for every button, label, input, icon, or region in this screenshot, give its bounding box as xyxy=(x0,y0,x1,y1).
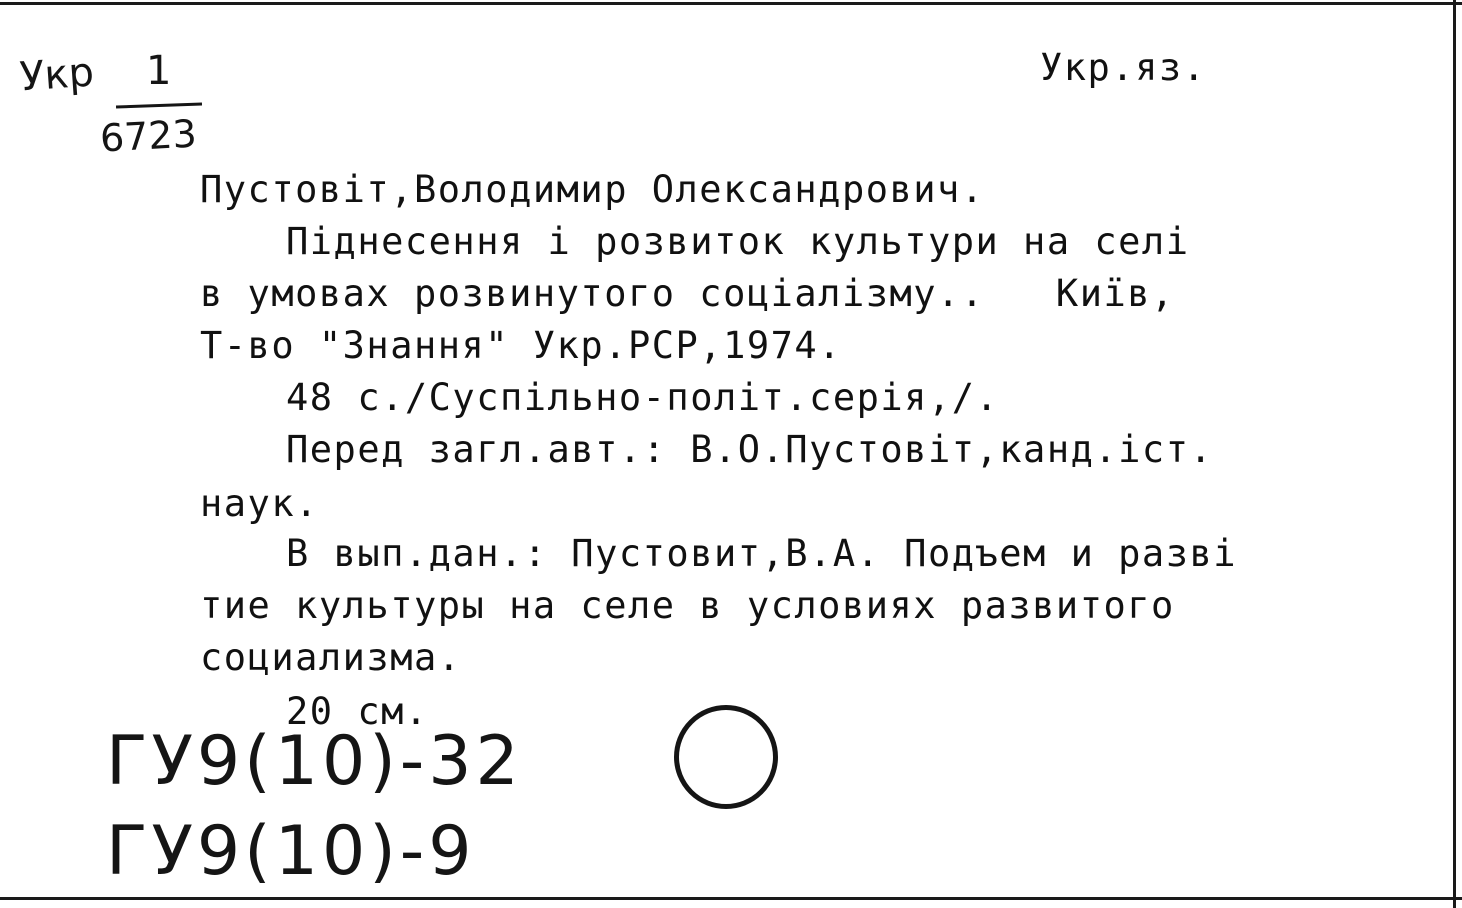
title-line-2: в умовах розвинутого соціалізму.. Київ, xyxy=(200,272,1175,315)
note-parallel-line-3: социализма. xyxy=(200,636,462,679)
title-line-1: Піднесення і розвиток культури на селі xyxy=(286,220,1190,263)
language-label: Укр.яз. xyxy=(1040,46,1207,89)
author-heading: Пустовіт,Володимир Олександрович. xyxy=(200,168,985,211)
card-right-edge xyxy=(1453,0,1456,908)
size-note: 20 см. xyxy=(286,690,429,733)
circle-mark-icon xyxy=(674,705,778,809)
call-number-numerator: 1 xyxy=(146,48,172,94)
note-author-line-1: Перед загл.авт.: В.О.Пустовіт,канд.іст. xyxy=(286,428,1214,471)
note-author-line-2: наук. xyxy=(200,482,319,525)
collation: 48 с./Суспільно-політ.серія,/. xyxy=(286,376,1000,419)
card-top-edge xyxy=(0,2,1462,5)
call-number-prefix: Укр xyxy=(18,49,96,101)
note-parallel-line-1: В вып.дан.: Пустовит,В.А. Подъем и разві xyxy=(286,532,1238,575)
note-parallel-line-2: тие культуры на селе в условиях развитого xyxy=(200,584,1175,627)
card-bottom-edge xyxy=(0,897,1462,900)
classification-code-2: ГУ9(10)-9 xyxy=(106,812,476,891)
publisher-line: Т-во "Знання" Укр.РСР,1974. xyxy=(200,324,842,367)
classification-code-1: ГУ9(10)-32 xyxy=(106,722,523,801)
call-number-fraction-line xyxy=(116,103,202,109)
call-number-denominator: 6723 xyxy=(98,111,198,161)
